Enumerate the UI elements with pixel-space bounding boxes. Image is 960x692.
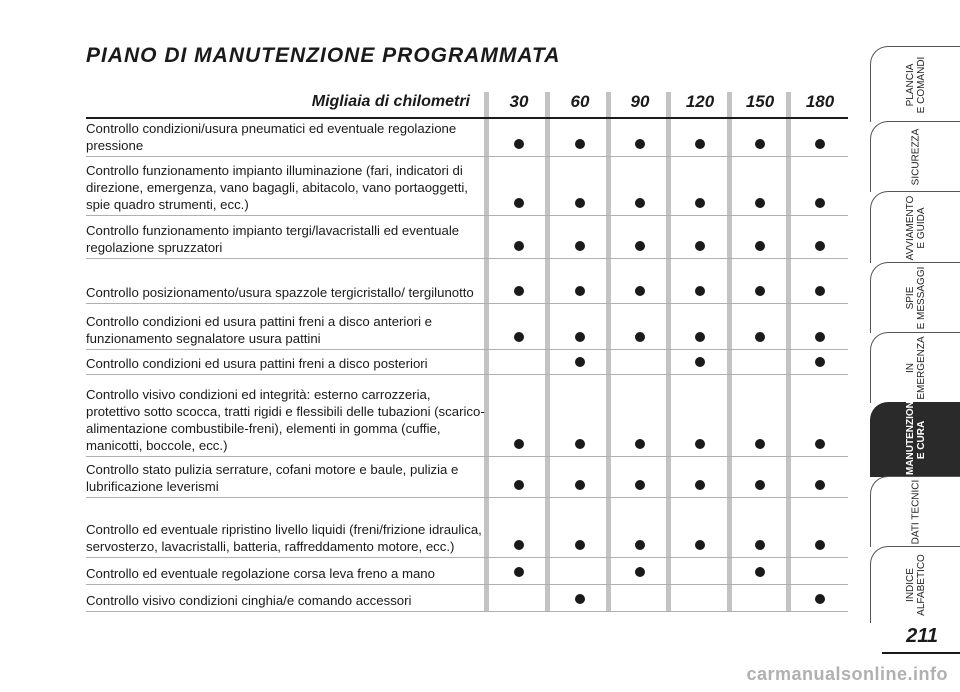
chapter-tab[interactable]	[870, 546, 960, 623]
maintenance-dot	[635, 241, 645, 251]
maintenance-dot	[755, 567, 765, 577]
maintenance-dot	[755, 480, 765, 490]
maintenance-dot	[514, 198, 524, 208]
maintenance-dot	[635, 567, 645, 577]
maintenance-dot	[755, 540, 765, 550]
maintenance-dot	[635, 139, 645, 149]
chapter-tab-label: MANUTENZIONE E CURA	[905, 394, 927, 475]
maintenance-dot	[514, 439, 524, 449]
maintenance-dot	[635, 286, 645, 296]
row-description: Controllo ed eventuale regolazione corsa leva freno a mano	[86, 566, 435, 581]
row-description: Controllo visivo condizioni ed integrità: esterno carrozzeria, protettivo sotto scocca, tratti rigidi e flessibili delle tubazioni (scarico-alimentazione combustibile-freni), elementi in gomma (cuffie, manicotti, boccole, ecc.)	[86, 387, 485, 453]
maintenance-dot	[514, 332, 524, 342]
maintenance-dot	[514, 241, 524, 251]
page-title: PIANO DI MANUTENZIONE PROGRAMMATA	[86, 44, 561, 67]
chapter-sidebar	[870, 0, 960, 692]
column-header-30: 30	[509, 92, 529, 111]
column-header-60: 60	[570, 92, 590, 111]
maintenance-dot	[635, 480, 645, 490]
chapter-tab-label: SICUREZZA	[910, 128, 922, 186]
chapter-tab[interactable]	[870, 191, 960, 263]
chapter-tab[interactable]	[870, 332, 960, 403]
watermark: carmanualsonline.info	[746, 664, 948, 684]
chapter-tab-label: INDICE ALFABETICO	[905, 554, 927, 616]
column-header-180: 180	[805, 92, 835, 111]
chapter-tab[interactable]	[870, 476, 960, 547]
maintenance-dot	[815, 198, 825, 208]
chapter-tab-label: IN EMERGENZA	[905, 336, 927, 400]
header-label: Migliaia di chilometri	[311, 93, 470, 110]
table-row	[86, 375, 848, 457]
column-header-150: 150	[745, 92, 775, 111]
table-row	[86, 498, 848, 558]
page-number-rule	[882, 652, 960, 654]
maintenance-dot	[575, 480, 585, 490]
row-description: Controllo condizioni ed usura pattini freni a disco posteriori	[86, 356, 428, 371]
maintenance-dot	[635, 540, 645, 550]
table-row	[86, 119, 848, 157]
maintenance-dot	[755, 286, 765, 296]
column-header-90: 90	[630, 92, 650, 111]
chapter-tab[interactable]	[870, 262, 960, 333]
row-description: Controllo ed eventuale ripristino livello liquidi (freni/frizione idraulica, servosterzo, lavacristalli, batteria, raffreddamento motore, ecc.)	[86, 522, 482, 554]
maintenance-dot	[575, 286, 585, 296]
row-description: Controllo visivo condizioni cinghia/e comando accessori	[86, 593, 412, 608]
column-header-120: 120	[685, 92, 715, 111]
maintenance-dot	[575, 540, 585, 550]
row-description: Controllo posizionamento/usura spazzole tergicristallo/ tergilunotto	[86, 285, 474, 300]
row-description: Controllo condizioni/usura pneumatici ed eventuale regolazione pressione	[86, 121, 457, 153]
maintenance-dot	[815, 139, 825, 149]
table-row	[86, 259, 848, 304]
maintenance-dot	[815, 594, 825, 604]
maintenance-dot	[755, 439, 765, 449]
chapter-tab-label: DATI TECNICI	[910, 479, 922, 545]
row-description: Controllo stato pulizia serrature, cofani motore e baule, pulizia e lubrificazione leverismi	[86, 462, 459, 494]
maintenance-dot	[635, 332, 645, 342]
row-rule	[86, 611, 848, 612]
maintenance-dot	[815, 241, 825, 251]
maintenance-dot	[514, 540, 524, 550]
maintenance-dot	[635, 198, 645, 208]
maintenance-dot	[695, 241, 705, 251]
maintenance-dot	[755, 139, 765, 149]
table-row	[86, 585, 848, 612]
maintenance-dot	[695, 332, 705, 342]
chapter-tab-label: AVVIAMENTO E GUIDA	[905, 195, 927, 260]
maintenance-dot	[695, 198, 705, 208]
table-row	[86, 457, 848, 498]
table-row	[86, 350, 848, 375]
row-description: Controllo condizioni ed usura pattini freni a disco anteriori e funzionamento segnalatore usura pattini	[86, 314, 432, 346]
maintenance-dot	[514, 286, 524, 296]
maintenance-dot	[755, 198, 765, 208]
row-description: Controllo funzionamento impianto illuminazione (fari, indicatori di direzione, emergenza, vano bagagli, abitacolo, vano portaoggetti, spie quadro strumenti, ecc.)	[86, 163, 468, 212]
page-number: 211	[906, 625, 938, 647]
table-row	[86, 157, 848, 216]
maintenance-dot	[575, 594, 585, 604]
maintenance-dot	[815, 332, 825, 342]
maintenance-dot	[575, 439, 585, 449]
maintenance-dot	[514, 480, 524, 490]
table-row	[86, 558, 848, 585]
maintenance-dot	[695, 357, 705, 367]
maintenance-dot	[695, 286, 705, 296]
table-row	[86, 304, 848, 350]
maintenance-dot	[695, 439, 705, 449]
maintenance-dot	[575, 357, 585, 367]
maintenance-dot	[695, 480, 705, 490]
row-description: Controllo funzionamento impianto tergi/lavacristalli ed eventuale regolazione spruzzatori	[86, 223, 460, 255]
maintenance-dot	[815, 480, 825, 490]
maintenance-dot	[695, 139, 705, 149]
chapter-tab[interactable]	[870, 46, 960, 122]
maintenance-dot	[695, 540, 705, 550]
maintenance-dot	[815, 286, 825, 296]
maintenance-dot	[815, 439, 825, 449]
maintenance-dot	[815, 540, 825, 550]
maintenance-dot	[575, 241, 585, 251]
chapter-tab-label: SPIE E MESSAGGI	[905, 266, 927, 330]
maintenance-dot	[755, 241, 765, 251]
maintenance-dot	[575, 198, 585, 208]
maintenance-dot	[575, 139, 585, 149]
maintenance-dot	[514, 567, 524, 577]
maintenance-dot	[575, 332, 585, 342]
table-row	[86, 216, 848, 259]
maintenance-dot	[635, 439, 645, 449]
maintenance-dot	[815, 357, 825, 367]
chapter-tab-label: PLANCIA E COMANDI	[905, 56, 927, 113]
chapter-tab[interactable]	[870, 121, 960, 192]
maintenance-dot	[755, 332, 765, 342]
maintenance-dot	[514, 139, 524, 149]
chapter-tab[interactable]	[870, 394, 960, 477]
